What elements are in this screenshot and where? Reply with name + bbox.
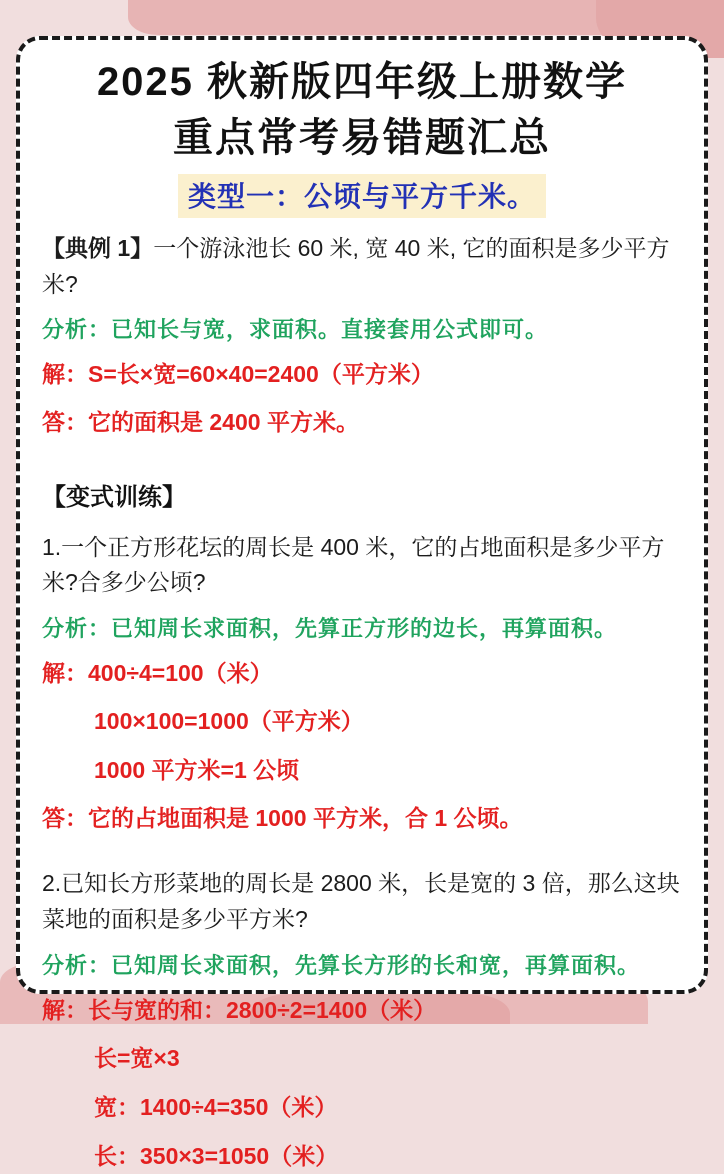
- solution-label: 解：: [42, 659, 88, 686]
- page-title-line1: 2025 秋新版四年级上册数学: [96, 60, 628, 104]
- solution-label: 解：: [42, 361, 88, 388]
- problem-1-solution-line-1: [42, 656, 682, 692]
- analysis-text: 已知周长求面积，先算正方形的边长，再算面积。: [111, 615, 618, 641]
- answer-text: 它的面积是 2400 平方米。: [88, 408, 359, 435]
- analysis-text: 已知长与宽，求面积。直接套用公式即可。: [111, 317, 549, 343]
- solution-line: 400÷4=100（米）: [88, 659, 273, 686]
- worksheet-card: [16, 36, 708, 1169]
- answer-text: 它的占地面积是 1000 平方米，合 1 公顷。: [88, 804, 523, 831]
- problem-1-question: 1.一个正方形花坛的周长是 400 米，它的占地面积是多少平方米?合多少公顷?: [42, 533, 665, 596]
- solution-line: 长与宽的和：2800÷2=1400（米）: [88, 996, 437, 1023]
- problem-2-solution-line-4: 长：350×3=1050（米）: [94, 1142, 339, 1169]
- section-badge-row: [42, 174, 682, 218]
- answer-label: 答：: [42, 408, 88, 435]
- analysis-text: 已知周长求面积，先算长方形的长和宽，再算面积。: [111, 952, 641, 978]
- example-question: [42, 231, 682, 302]
- section-badge: 类型一：公顷与平方千米。: [178, 174, 546, 218]
- solution-line: S=长×宽=60×40=2400（平方米）: [88, 361, 434, 388]
- example-analysis: [42, 313, 682, 346]
- example-solution: [42, 357, 682, 393]
- analysis-label: 分析：: [42, 317, 112, 343]
- problem-2-solution-line-1: [42, 993, 682, 1029]
- example-question-text: 一个游泳池长 60 米, 宽 40 米, 它的面积是多少平方米?: [42, 235, 670, 297]
- problem-2-question: 2.已知长方形菜地的周长是 2800 米，长是宽的 3 倍，那么这块菜地的面积是多少平方米?: [42, 870, 680, 933]
- training-heading: 【变式训练】: [42, 483, 186, 511]
- example-answer: [42, 405, 682, 441]
- problem-1-answer: [42, 801, 682, 837]
- analysis-label: 分析：: [42, 952, 112, 978]
- problem-2-analysis: [42, 949, 682, 982]
- problem-1-solution-line-3: 1000 平方米=1 公顷: [94, 757, 300, 784]
- page-title-line2: 重点常考易错题汇总: [173, 116, 551, 160]
- problem-1-analysis: [42, 612, 682, 645]
- problem-2-solution-line-2: 长=宽×3: [94, 1045, 180, 1072]
- answer-label: 答：: [42, 804, 88, 831]
- solution-label: 解：: [42, 996, 88, 1023]
- analysis-label: 分析：: [42, 615, 112, 641]
- problem-1-solution-line-2: 100×100=1000（平方米）: [94, 708, 364, 735]
- example-label: 【典例 1】: [42, 235, 154, 261]
- problem-2-solution-line-3: 宽：1400÷4=350（米）: [94, 1093, 338, 1120]
